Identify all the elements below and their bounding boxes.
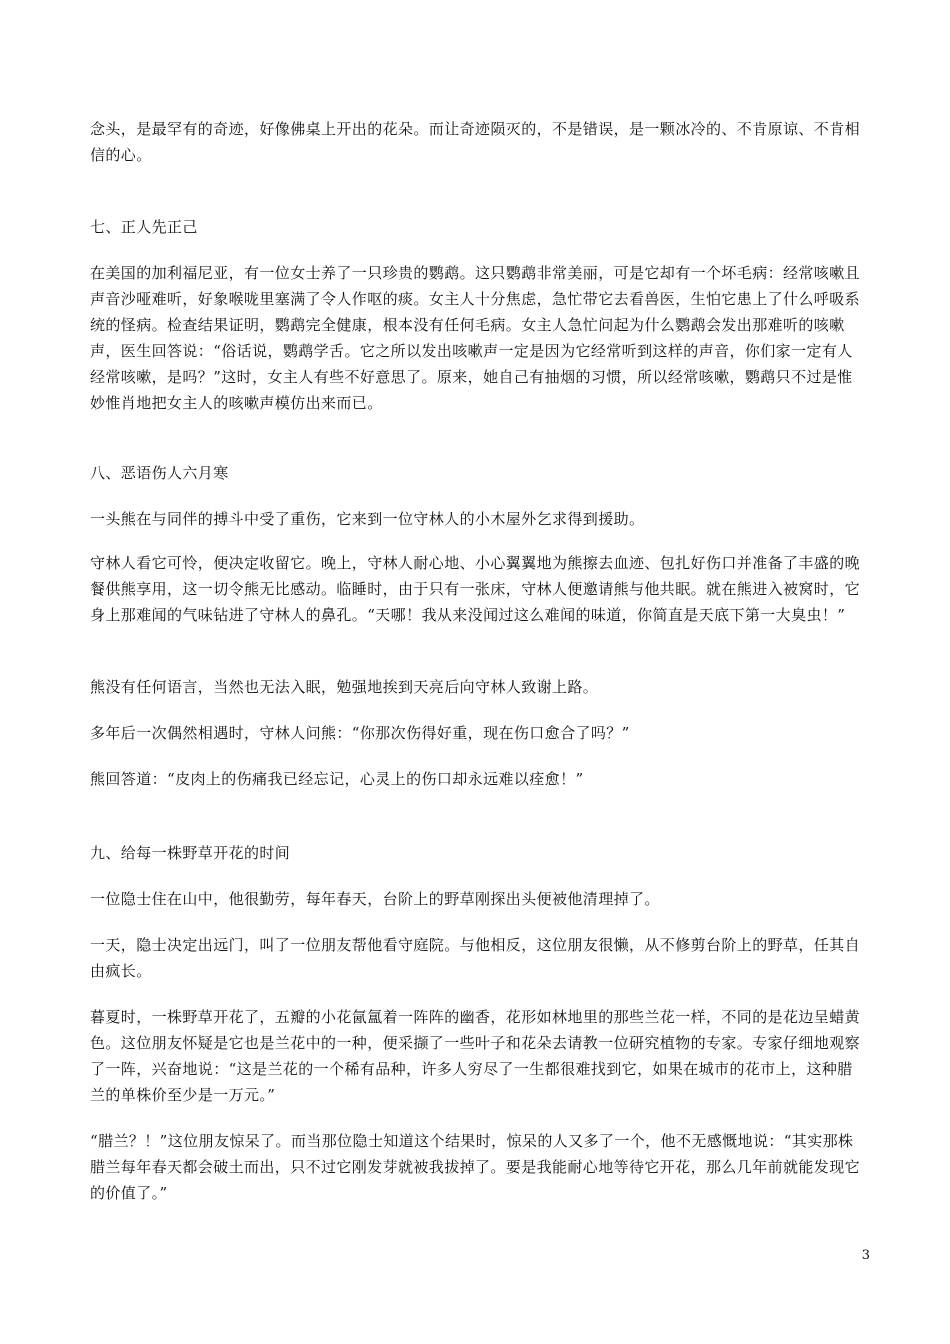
paragraph-hermit-intro: 一位隐士住在山中，他很勤劳，每年春天，台阶上的野草刚探出头便被他清理掉了。 (90, 890, 660, 908)
section-heading-9: 九、给每一株野草开花的时间 (90, 844, 291, 862)
paragraph-parrot-story: 在美国的加利福尼亚，有一位女士养了一只珍贵的鹦鹉。这只鹦鹉非常美丽，可是它却有一个坏毛病：经常咳嗽且声音沙哑难听，好象喉咙里塞满了令人作呕的痰。女主人十分焦虑，急忙带它去看兽医，生怕它患上了什么呼吸系统的怪病。检查结果证明，鹦鹉完全健康，根本没有任何毛病。女主人急忙问起为什么鹦鹉会发出那难听的咳嗽声，医生回答说：“俗话说，鹦鹉学舌。它之所以发出咳嗽声一定是因为它经常听到这样的声音，你们家一定有人经常咳嗽，是吗？”这时，女主人有些不好意思了。原来，她自己有抽烟的习惯，所以经常咳嗽，鹦鹉只不过是惟妙惟肖地把女主人的咳嗽声模仿出来而已。 (90, 264, 861, 412)
paragraph-orchid-found: 暮夏时，一株野草开花了，五瓣的小花氤氲着一阵阵的幽香，花形如林地里的那些兰花一样，不同的是花边呈蜡黄色。这位朋友怀疑是它也是兰花中的一种，便采撷了一些叶子和花朵去请教一位研究植物的专家。专家仔细地观察了一阵，兴奋地说：“这是兰花的一个稀有品种，许多人穷尽了一生都很难找到它，如果在城市的花市上，这种腊兰的单株价至少是一万元。” (90, 1008, 861, 1104)
paragraph-intro-end: 念头，是最罕有的奇迹，好像佛桌上开出的花朵。而让奇迹陨灭的，不是错误，是一颗冰冷的、不肯原谅、不肯相信的心。 (90, 120, 861, 164)
section-heading-8: 八、恶语伤人六月寒 (90, 464, 229, 482)
paragraph-bear-meeting: 多年后一次偶然相遇时，守林人问熊：“你那次伤得好重，现在伤口愈合了吗？” (90, 724, 630, 742)
section-heading-7: 七、正人先正己 (90, 218, 198, 236)
paragraph-bear-answer: 熊回答道：“皮肉上的伤痛我已经忘记，心灵上的伤口却永远难以痊愈！” (90, 770, 584, 788)
paragraph-bear-leaves: 熊没有任何语言，当然也无法入眠，勉强地挨到天亮后向守林人致谢上路。 (90, 678, 599, 696)
paragraph-bear-night: 守林人看它可怜，便决定收留它。晚上，守林人耐心地、小心翼翼地为熊擦去血迹、包扎好伤口并准备了丰盛的晚餐供熊享用，这一切令熊无比感动。临睡时，由于只有一张床，守林人便邀请熊与他共眠。就在熊进入被窝时，它身上那难闻的气味钻进了守林人的鼻孔。“天哪！我从来没闻过这么难闻的味道，你简直是天底下第一大臭虫！” (90, 554, 861, 624)
page-number: 3 (861, 1248, 870, 1263)
paragraph-orchid-lesson: “腊兰？！”这位朋友惊呆了。而当那位隐士知道这个结果时，惊呆的人又多了一个，他不无感慨地说：“其实那株腊兰每年春天都会破土而出，只不过它刚发芽就被我拔掉了。要是我能耐心地等待它开花，那么几年前就能发现它的价值了。” (90, 1132, 861, 1202)
paragraph-hermit-friend: 一天，隐士决定出远门，叫了一位朋友帮他看守庭院。与他相反，这位朋友很懒，从不修剪台阶上的野草，任其自由疯长。 (90, 936, 861, 980)
paragraph-bear-intro: 一头熊在与同伴的搏斗中受了重伤，它来到一位守林人的小木屋外乞求得到援助。 (90, 510, 645, 528)
